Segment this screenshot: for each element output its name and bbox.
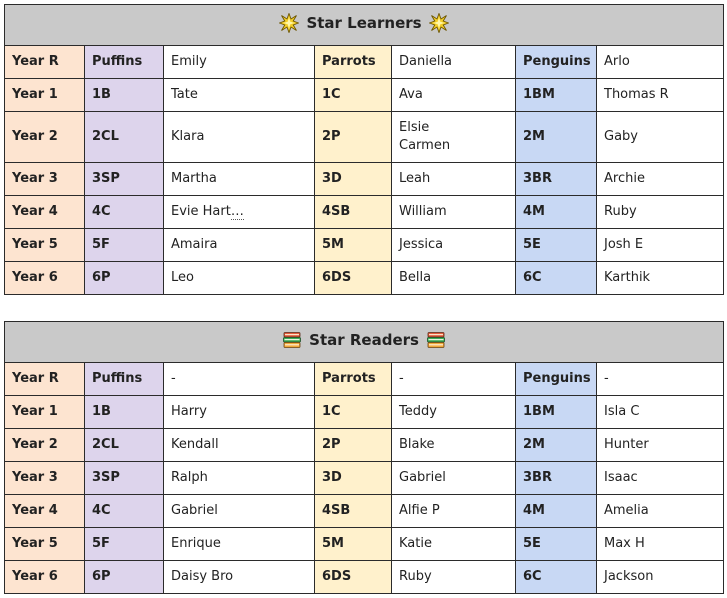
name-cell: Isaac bbox=[597, 462, 724, 495]
class-cell: 6C bbox=[516, 262, 597, 295]
year-cell: Year 2 bbox=[5, 112, 85, 163]
class-cell: 1BM bbox=[516, 396, 597, 429]
table-row bbox=[5, 229, 724, 262]
year-cell: Year 6 bbox=[5, 262, 85, 295]
name-cell: Alfie P bbox=[392, 495, 516, 528]
books-icon bbox=[282, 330, 302, 350]
name-cell: Enrique bbox=[164, 528, 315, 561]
name-cell: Katie bbox=[392, 528, 516, 561]
class-cell: 1C bbox=[315, 396, 392, 429]
class-cell: 2M bbox=[516, 112, 597, 163]
class-cell: 3D bbox=[315, 462, 392, 495]
table-row bbox=[5, 163, 724, 196]
name-cell: - bbox=[392, 363, 516, 396]
name-cell: Arlo bbox=[597, 46, 724, 79]
name-cell: Gabriel bbox=[164, 495, 315, 528]
year-cell: Year 5 bbox=[5, 229, 85, 262]
class-cell: 5F bbox=[85, 229, 164, 262]
name-cell: Klara bbox=[164, 112, 315, 163]
star-readers-table bbox=[4, 321, 724, 594]
name-cell: - bbox=[164, 363, 315, 396]
name-cell: Amaira bbox=[164, 229, 315, 262]
name-line: Elsie bbox=[399, 120, 430, 135]
class-cell: 4C bbox=[85, 196, 164, 229]
class-cell: 6DS bbox=[315, 561, 392, 594]
year-cell: Year 3 bbox=[5, 163, 85, 196]
year-cell: Year 5 bbox=[5, 528, 85, 561]
table-row bbox=[5, 396, 724, 429]
table-row bbox=[5, 429, 724, 462]
class-cell: 3SP bbox=[85, 462, 164, 495]
name-cell: Karthik bbox=[597, 262, 724, 295]
class-cell: 1B bbox=[85, 79, 164, 112]
class-cell: 2CL bbox=[85, 112, 164, 163]
table-row bbox=[5, 462, 724, 495]
table-title: Star Readers bbox=[309, 331, 419, 349]
name-cell: Max H bbox=[597, 528, 724, 561]
name-cell: Ruby bbox=[392, 561, 516, 594]
name-cell: Emily bbox=[164, 46, 315, 79]
class-cell: 4SB bbox=[315, 495, 392, 528]
table-row bbox=[5, 363, 724, 396]
name-cell: Gabriel bbox=[392, 462, 516, 495]
house-header-puffins: Puffins bbox=[85, 363, 164, 396]
name-line: Carmen bbox=[399, 138, 451, 153]
name-cell: Leo bbox=[164, 262, 315, 295]
name-cell: Ava bbox=[392, 79, 516, 112]
table-row bbox=[5, 196, 724, 229]
name-cell: Daniella bbox=[392, 46, 516, 79]
table-row bbox=[5, 495, 724, 528]
class-cell: 4C bbox=[85, 495, 164, 528]
year-cell: Year R bbox=[5, 46, 85, 79]
house-header-puffins: Puffins bbox=[85, 46, 164, 79]
table-row bbox=[5, 262, 724, 295]
year-cell: Year 1 bbox=[5, 79, 85, 112]
year-cell: Year 1 bbox=[5, 396, 85, 429]
name-cell: Isla C bbox=[597, 396, 724, 429]
table-title-row bbox=[5, 5, 724, 46]
name-cell: Blake bbox=[392, 429, 516, 462]
name-cell: - bbox=[597, 363, 724, 396]
name-cell: Kendall bbox=[164, 429, 315, 462]
name-cell: Josh E bbox=[597, 229, 724, 262]
table-title-row bbox=[5, 322, 724, 363]
class-cell: 5E bbox=[516, 229, 597, 262]
class-cell: 6C bbox=[516, 561, 597, 594]
table-row bbox=[5, 528, 724, 561]
class-cell: 6P bbox=[85, 262, 164, 295]
class-cell: 3BR bbox=[516, 462, 597, 495]
star-burst-icon bbox=[429, 13, 449, 33]
name-cell: Ruby bbox=[597, 196, 724, 229]
year-cell: Year 6 bbox=[5, 561, 85, 594]
house-header-parrots: Parrots bbox=[315, 363, 392, 396]
class-cell: 1B bbox=[85, 396, 164, 429]
house-header-penguins: Penguins bbox=[516, 363, 597, 396]
truncation-marker: … bbox=[230, 204, 244, 219]
name-cell: Leah bbox=[392, 163, 516, 196]
name-text: Evie Hart bbox=[171, 204, 231, 219]
table-row bbox=[5, 79, 724, 112]
year-cell: Year 3 bbox=[5, 462, 85, 495]
class-cell: 2CL bbox=[85, 429, 164, 462]
star-burst-icon bbox=[279, 13, 299, 33]
name-cell: Hunter bbox=[597, 429, 724, 462]
name-cell: Bella bbox=[392, 262, 516, 295]
name-cell: Harry bbox=[164, 396, 315, 429]
class-cell: 4SB bbox=[315, 196, 392, 229]
class-cell: 2P bbox=[315, 429, 392, 462]
house-header-parrots: Parrots bbox=[315, 46, 392, 79]
table-row bbox=[5, 561, 724, 594]
class-cell: 2M bbox=[516, 429, 597, 462]
class-cell: 5M bbox=[315, 229, 392, 262]
books-icon bbox=[426, 330, 446, 350]
name-cell: Daisy Bro bbox=[164, 561, 315, 594]
year-cell: Year 4 bbox=[5, 196, 85, 229]
name-cell: Jessica bbox=[392, 229, 516, 262]
name-cell: Ralph bbox=[164, 462, 315, 495]
year-cell: Year 4 bbox=[5, 495, 85, 528]
year-cell: Year R bbox=[5, 363, 85, 396]
name-cell: Thomas R bbox=[597, 79, 724, 112]
name-cell: Gaby bbox=[597, 112, 724, 163]
class-cell: 6DS bbox=[315, 262, 392, 295]
table-row bbox=[5, 46, 724, 79]
name-cell bbox=[392, 112, 516, 163]
class-cell: 3D bbox=[315, 163, 392, 196]
name-cell: Teddy bbox=[392, 396, 516, 429]
class-cell: 4M bbox=[516, 495, 597, 528]
name-cell: Archie bbox=[597, 163, 724, 196]
class-cell: 3BR bbox=[516, 163, 597, 196]
table-row bbox=[5, 112, 724, 163]
class-cell: 5F bbox=[85, 528, 164, 561]
name-cell: Tate bbox=[164, 79, 315, 112]
star-learners-table bbox=[4, 4, 724, 295]
name-cell: William bbox=[392, 196, 516, 229]
class-cell: 5M bbox=[315, 528, 392, 561]
class-cell: 2P bbox=[315, 112, 392, 163]
class-cell: 1C bbox=[315, 79, 392, 112]
class-cell: 6P bbox=[85, 561, 164, 594]
name-cell bbox=[164, 196, 315, 229]
class-cell: 1BM bbox=[516, 79, 597, 112]
table-title: Star Learners bbox=[306, 14, 422, 32]
name-cell: Martha bbox=[164, 163, 315, 196]
class-cell: 4M bbox=[516, 196, 597, 229]
house-header-penguins: Penguins bbox=[516, 46, 597, 79]
class-cell: 5E bbox=[516, 528, 597, 561]
year-cell: Year 2 bbox=[5, 429, 85, 462]
name-cell: Amelia bbox=[597, 495, 724, 528]
name-cell: Jackson bbox=[597, 561, 724, 594]
class-cell: 3SP bbox=[85, 163, 164, 196]
